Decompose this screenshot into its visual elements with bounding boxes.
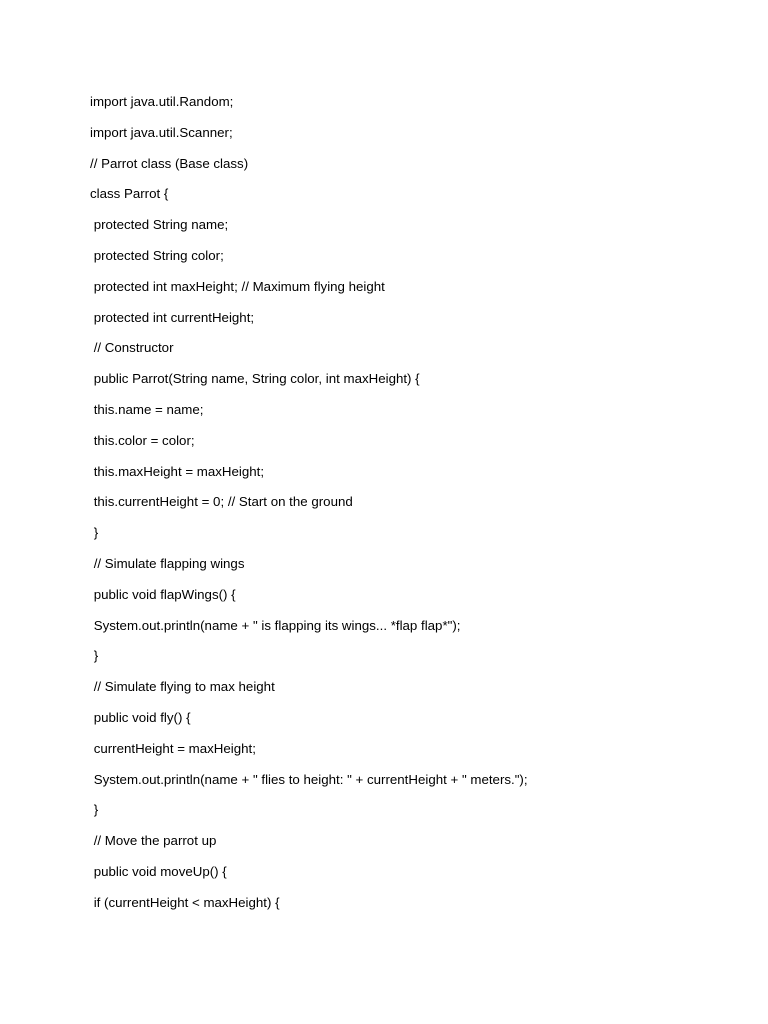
- code-line: currentHeight = maxHeight;: [90, 740, 256, 756]
- code-line: import java.util.Random;: [90, 94, 234, 109]
- code-line: public void moveUp() {: [90, 863, 227, 879]
- code-line: // Move the parrot up: [90, 833, 217, 849]
- code-line: public void fly() {: [90, 709, 191, 725]
- code-line: System.out.println(name + " is flapping its wings... *flap flap*");: [90, 617, 461, 633]
- code-line: public Parrot(String name, String color, int maxHeight) {: [90, 371, 420, 387]
- code-line: }: [90, 648, 99, 664]
- code-line: this.maxHeight = maxHeight;: [90, 463, 265, 479]
- code-line: this.color = color;: [90, 432, 195, 448]
- code-line: protected String color;: [90, 247, 224, 263]
- code-line: // Constructor: [90, 340, 174, 356]
- code-line: // Parrot class (Base class): [90, 155, 249, 171]
- code-line: }: [90, 525, 99, 541]
- code-line: this.currentHeight = 0; // Start on the ground: [90, 494, 353, 510]
- code-line: protected String name;: [90, 217, 229, 233]
- code-line: this.name = name;: [90, 401, 204, 417]
- code-line: public void flapWings() {: [90, 586, 236, 602]
- code-text-block: [90, 92, 528, 924]
- code-line: }: [90, 802, 99, 818]
- code-line: class Parrot {: [90, 186, 169, 202]
- code-line: if (currentHeight < maxHeight) {: [90, 894, 280, 910]
- code-line: import java.util.Scanner;: [90, 124, 233, 140]
- code-line: // Simulate flapping wings: [90, 555, 245, 571]
- code-line: System.out.println(name + " flies to height: " + currentHeight + " meters.");: [90, 771, 528, 787]
- code-line: protected int currentHeight;: [90, 309, 255, 325]
- code-line: protected int maxHeight; // Maximum flying height: [90, 278, 385, 294]
- code-line: // Simulate flying to max height: [90, 679, 275, 695]
